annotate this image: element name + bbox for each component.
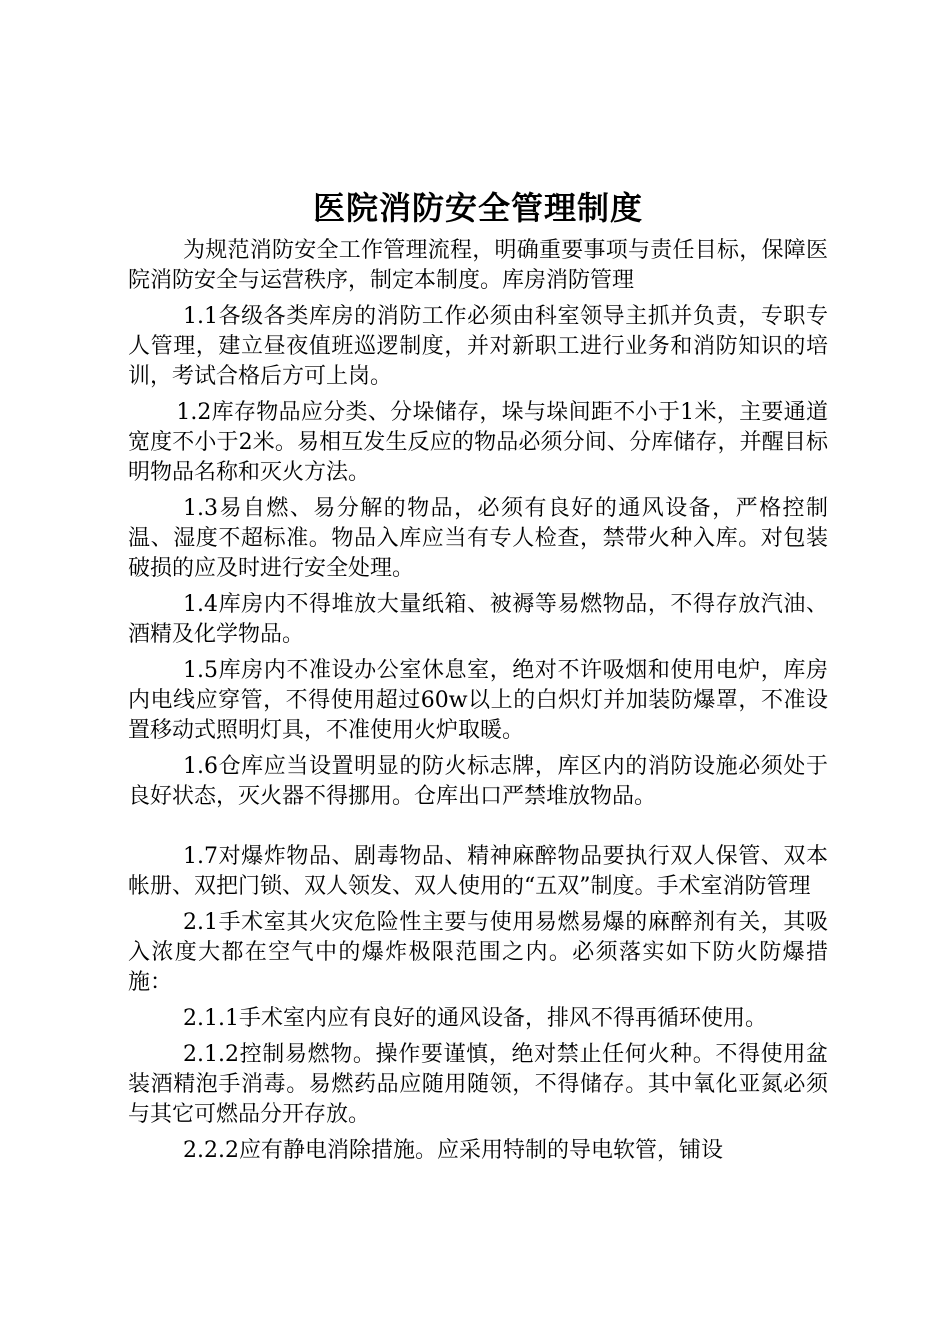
paragraph-2-1-2: 2.1.2控制易燃物。操作要谨慎，绝对禁止任何火种。不得使用盆装酒精泡手消毒。易燃药品应随用随领，不得储存。其中氧化亚氮必须与其它可燃品分开存放。 — [128, 1042, 828, 1127]
paragraph-1-3: 1.3易自燃、易分解的物品，必须有良好的通风设备，严格控制温、湿度不超标准。物品入库应当有专人检查，禁带火种入库。对包装破损的应及时进行安全处理。 — [128, 496, 828, 581]
paragraph-1-2: 1.2库存物品应分类、分垛储存，垛与垛间距不小于1米，主要通道宽度不小于2米。易相互发生反应的物品必须分间、分库储存，并醒目标明物品名称和灭火方法。 — [128, 400, 828, 485]
paragraph-1-7: 1.7对爆炸物品、剧毒物品、精神麻醉物品要执行双人保管、双本帐册、双把门锁、双人领发、双人使用的“五双”制度。手术室消防管理 — [128, 844, 828, 899]
paragraph-1-1: 1.1各级各类库房的消防工作必须由科室领导主抓并负责，专职专人管理，建立昼夜值班巡逻制度，并对新职工进行业务和消防知识的培训，考试合格后方可上岗。 — [128, 304, 828, 389]
document-page — [128, 186, 828, 1172]
paragraph-1-5: 1.5库房内不准设办公室休息室，绝对不许吸烟和使用电炉，库房内电线应穿管，不得使用超过60w以上的白炽灯并加装防爆罩，不准设置移动式照明灯具，不准使用火炉取暖。 — [128, 658, 828, 743]
document-title: 医院消防安全管理制度 — [312, 189, 643, 227]
paragraph-1-4: 1.4库房内不得堆放大量纸箱、被褥等易燃物品，不得存放汽油、酒精及化学物品。 — [128, 592, 828, 647]
intro-paragraph: 为规范消防安全工作管理流程，明确重要事项与责任目标，保障医院消防安全与运营秩序，制定本制度。库房消防管理 — [128, 238, 828, 293]
paragraph-2-1: 2.1手术室其火灾危险性主要与使用易燃易爆的麻醉剂有关，其吸入浓度大都在空气中的爆炸极限范围之内。必须落实如下防火防爆措施： — [128, 910, 828, 995]
paragraph-2-1-1: 2.1.1手术室内应有良好的通风设备，排风不得再循环使用。 — [183, 1006, 767, 1031]
paragraph-1-6: 1.6仓库应当设置明显的防火标志牌，库区内的消防设施必须处于良好状态，灭火器不得挪用。仓库出口严禁堆放物品。 — [128, 754, 828, 809]
paragraph-2-2-2: 2.2.2应有静电消除措施。应采用特制的导电软管，铺设 — [183, 1138, 723, 1163]
